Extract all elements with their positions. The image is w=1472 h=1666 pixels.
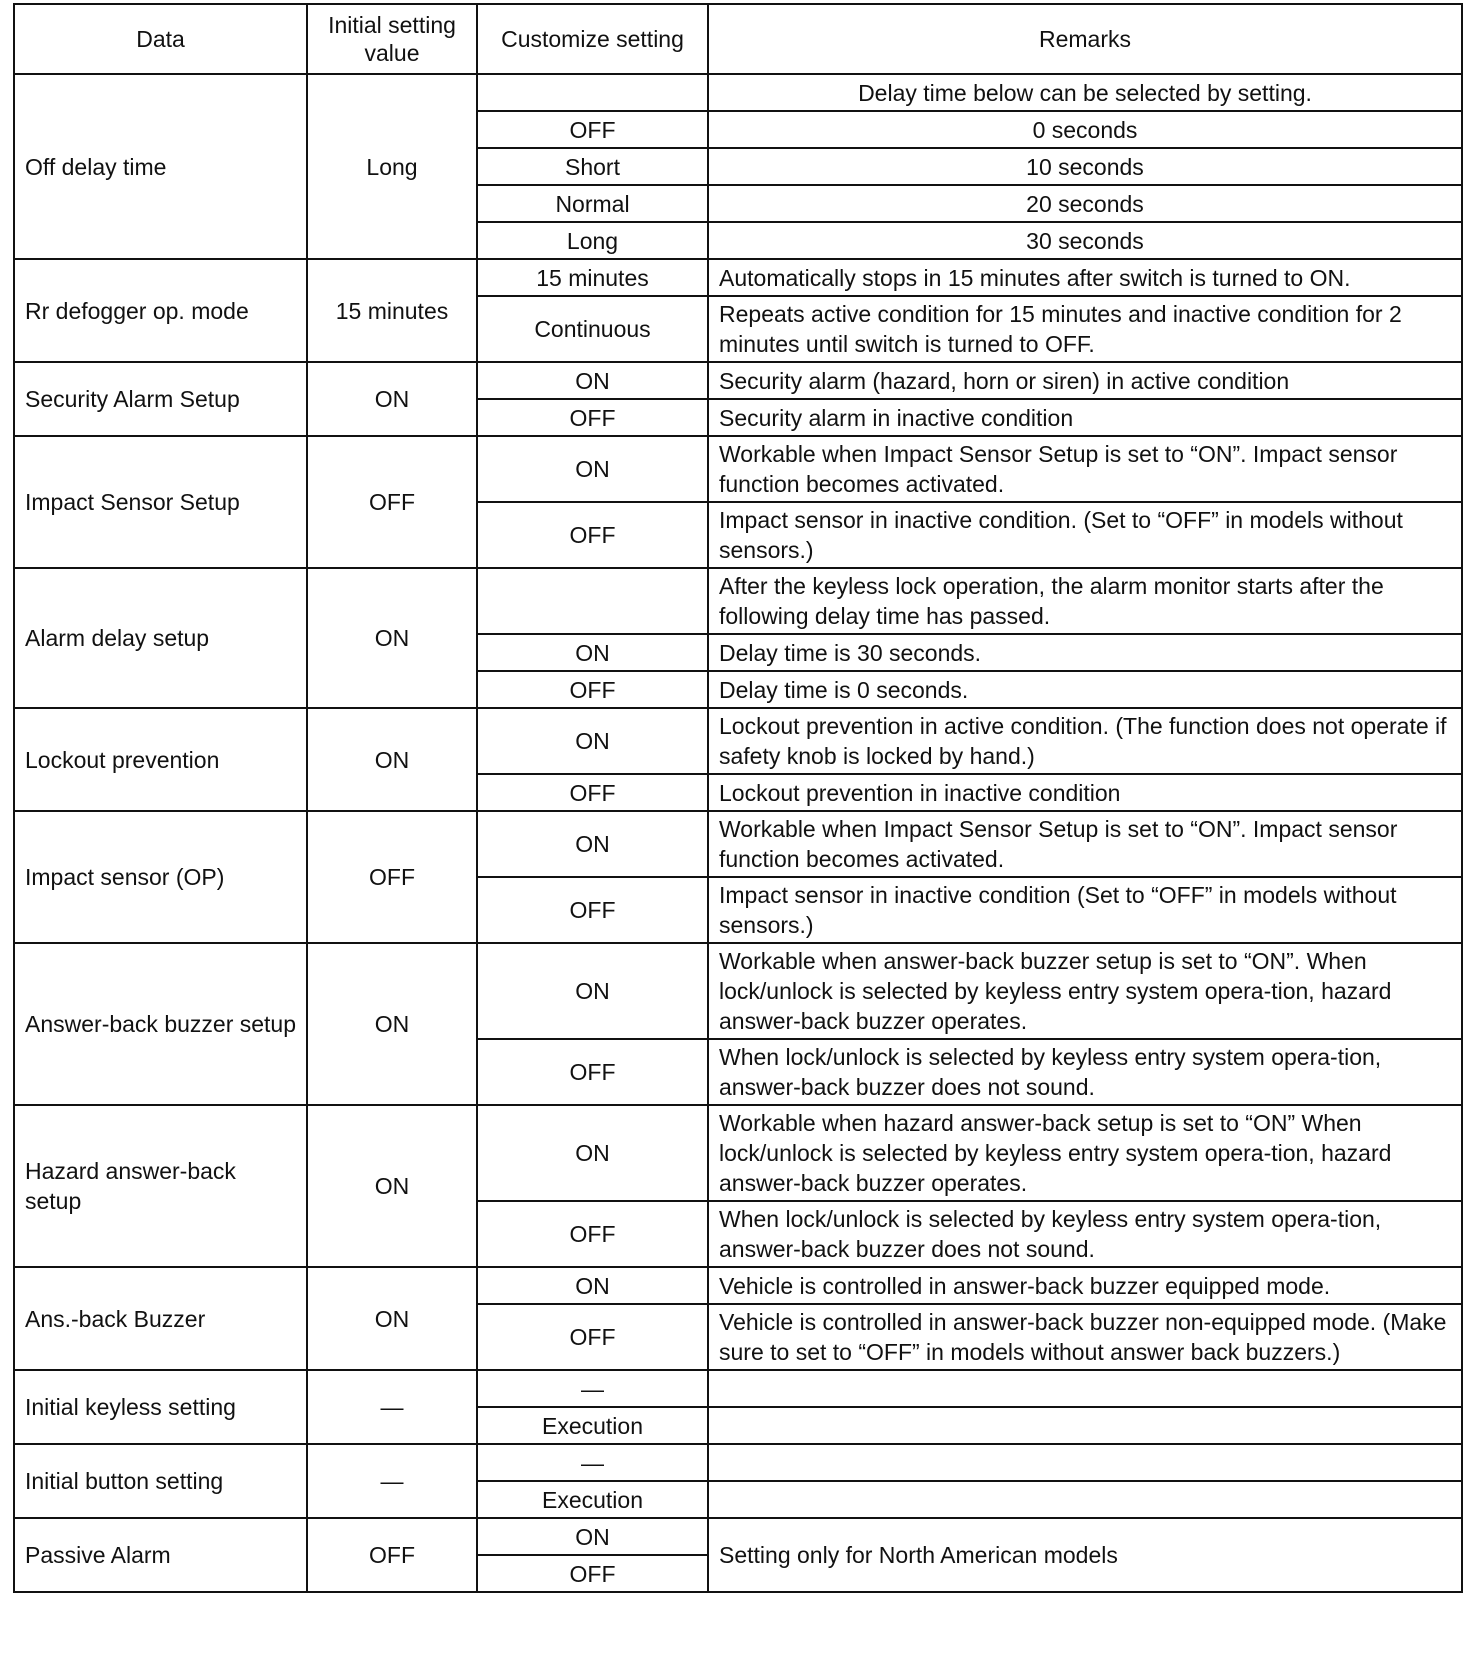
table-row (14, 1518, 1462, 1555)
header-row (14, 4, 1462, 74)
initial-setting-cell: ON (307, 943, 477, 1105)
remarks-cell: Automatically stops in 15 minutes after switch is turned to ON. (708, 259, 1462, 296)
header-data: Data (14, 4, 307, 74)
remarks-cell: Security alarm (hazard, horn or siren) in active condition (708, 362, 1462, 399)
table-row (14, 1370, 1462, 1407)
initial-setting-cell: — (307, 1370, 477, 1444)
customize-setting-cell: OFF (477, 502, 708, 568)
table-row (14, 1267, 1462, 1304)
customize-setting-cell: ON (477, 362, 708, 399)
data-item-cell: Impact sensor (OP) (14, 811, 307, 943)
customize-setting-cell: Execution (477, 1481, 708, 1518)
initial-setting-cell: ON (307, 708, 477, 811)
remarks-cell: Workable when answer-back buzzer setup is set to “ON”. When lock/unlock is selected by keyless entry system opera-tion, hazard answer-back buzzer operates. (708, 943, 1462, 1039)
header-customize-setting: Customize setting (477, 4, 708, 74)
remarks-cell: Lockout prevention in inactive condition (708, 774, 1462, 811)
initial-setting-cell: OFF (307, 811, 477, 943)
initial-setting-cell: OFF (307, 1518, 477, 1592)
customize-setting-cell: Short (477, 148, 708, 185)
customize-setting-cell: ON (477, 811, 708, 877)
remarks-cell: Impact sensor in inactive condition. (Set to “OFF” in models without sensors.) (708, 502, 1462, 568)
customize-setting-cell: OFF (477, 1039, 708, 1105)
table-body (14, 74, 1462, 1592)
customize-setting-cell: ON (477, 1518, 708, 1555)
initial-setting-cell: 15 minutes (307, 259, 477, 362)
data-item-cell: Initial keyless setting (14, 1370, 307, 1444)
remarks-cell: Setting only for North American models (708, 1518, 1462, 1592)
header-remarks: Remarks (708, 4, 1462, 74)
customize-setting-cell: OFF (477, 774, 708, 811)
remarks-cell (708, 1444, 1462, 1481)
remarks-cell: Delay time is 0 seconds. (708, 671, 1462, 708)
customize-setting-cell: Continuous (477, 296, 708, 362)
initial-setting-cell: OFF (307, 436, 477, 568)
customize-setting-cell: ON (477, 943, 708, 1039)
header-initial-setting: Initial setting value (307, 4, 477, 74)
remarks-cell: Security alarm in inactive condition (708, 399, 1462, 436)
initial-setting-cell: ON (307, 362, 477, 436)
remarks-cell: 10 seconds (708, 148, 1462, 185)
remarks-cell: Repeats active condition for 15 minutes and inactive condition for 2 minutes until switch is turned to OFF. (708, 296, 1462, 362)
remarks-cell (708, 1481, 1462, 1518)
data-item-cell: Passive Alarm (14, 1518, 307, 1592)
initial-setting-cell: ON (307, 1267, 477, 1370)
customize-setting-cell: OFF (477, 1201, 708, 1267)
customize-setting-cell: OFF (477, 111, 708, 148)
table-row (14, 943, 1462, 1039)
data-item-cell: Impact Sensor Setup (14, 436, 307, 568)
customize-setting-cell: ON (477, 634, 708, 671)
customize-setting-cell: — (477, 1444, 708, 1481)
initial-setting-cell: ON (307, 568, 477, 708)
customize-setting-cell: OFF (477, 877, 708, 943)
data-item-cell: Hazard answer-back setup (14, 1105, 307, 1267)
table-row (14, 436, 1462, 502)
remarks-cell: 0 seconds (708, 111, 1462, 148)
table-row (14, 1444, 1462, 1481)
table-row (14, 1105, 1462, 1201)
customize-setting-cell (477, 568, 708, 634)
remarks-cell (708, 1370, 1462, 1407)
remarks-cell: Delay time is 30 seconds. (708, 634, 1462, 671)
table-row (14, 811, 1462, 877)
remarks-cell: 30 seconds (708, 222, 1462, 259)
customize-setting-cell (477, 74, 708, 111)
remarks-cell: Workable when Impact Sensor Setup is set to “ON”. Impact sensor function becomes activated. (708, 436, 1462, 502)
customize-setting-cell: ON (477, 436, 708, 502)
table-row (14, 74, 1462, 111)
table-row (14, 259, 1462, 296)
remarks-cell: Vehicle is controlled in answer-back buzzer non-equipped mode. (Make sure to set to “OFF” in models without answer back buzzers.) (708, 1304, 1462, 1370)
data-item-cell: Lockout prevention (14, 708, 307, 811)
data-item-cell: Security Alarm Setup (14, 362, 307, 436)
table-row (14, 568, 1462, 634)
customize-setting-cell: — (477, 1370, 708, 1407)
data-item-cell: Answer-back buzzer setup (14, 943, 307, 1105)
remarks-cell: After the keyless lock operation, the alarm monitor starts after the following delay time has passed. (708, 568, 1462, 634)
customize-setting-cell: OFF (477, 1555, 708, 1592)
customize-setting-cell: OFF (477, 399, 708, 436)
data-item-cell: Off delay time (14, 74, 307, 259)
remarks-cell: Workable when hazard answer-back setup is set to “ON” When lock/unlock is selected by keyless entry system opera-tion, hazard answer-back buzzer operates. (708, 1105, 1462, 1201)
customize-settings-table (13, 3, 1463, 1593)
data-item-cell: Ans.-back Buzzer (14, 1267, 307, 1370)
customize-setting-cell: Execution (477, 1407, 708, 1444)
data-item-cell: Rr defogger op. mode (14, 259, 307, 362)
remarks-cell: 20 seconds (708, 185, 1462, 222)
customize-setting-cell: ON (477, 708, 708, 774)
remarks-cell: Lockout prevention in active condition. (The function does not operate if safety knob is locked by hand.) (708, 708, 1462, 774)
customize-setting-cell: Long (477, 222, 708, 259)
initial-setting-cell: — (307, 1444, 477, 1518)
table-row (14, 708, 1462, 774)
remarks-cell: When lock/unlock is selected by keyless entry system opera-tion, answer-back buzzer does not sound. (708, 1039, 1462, 1105)
customize-setting-cell: ON (477, 1267, 708, 1304)
customize-setting-cell: ON (477, 1105, 708, 1201)
customize-setting-cell: Normal (477, 185, 708, 222)
table-row (14, 362, 1462, 399)
customize-setting-cell: OFF (477, 1304, 708, 1370)
remarks-cell (708, 1407, 1462, 1444)
remarks-cell: Workable when Impact Sensor Setup is set to “ON”. Impact sensor function becomes activated. (708, 811, 1462, 877)
remarks-cell: Delay time below can be selected by setting. (708, 74, 1462, 111)
settings-table-container (13, 3, 1461, 1593)
data-item-cell: Initial button setting (14, 1444, 307, 1518)
initial-setting-cell: ON (307, 1105, 477, 1267)
remarks-cell: Vehicle is controlled in answer-back buzzer equipped mode. (708, 1267, 1462, 1304)
customize-setting-cell: OFF (477, 671, 708, 708)
initial-setting-cell: Long (307, 74, 477, 259)
remarks-cell: When lock/unlock is selected by keyless entry system opera-tion, answer-back buzzer does not sound. (708, 1201, 1462, 1267)
remarks-cell: Impact sensor in inactive condition (Set to “OFF” in models without sensors.) (708, 877, 1462, 943)
customize-setting-cell: 15 minutes (477, 259, 708, 296)
data-item-cell: Alarm delay setup (14, 568, 307, 708)
